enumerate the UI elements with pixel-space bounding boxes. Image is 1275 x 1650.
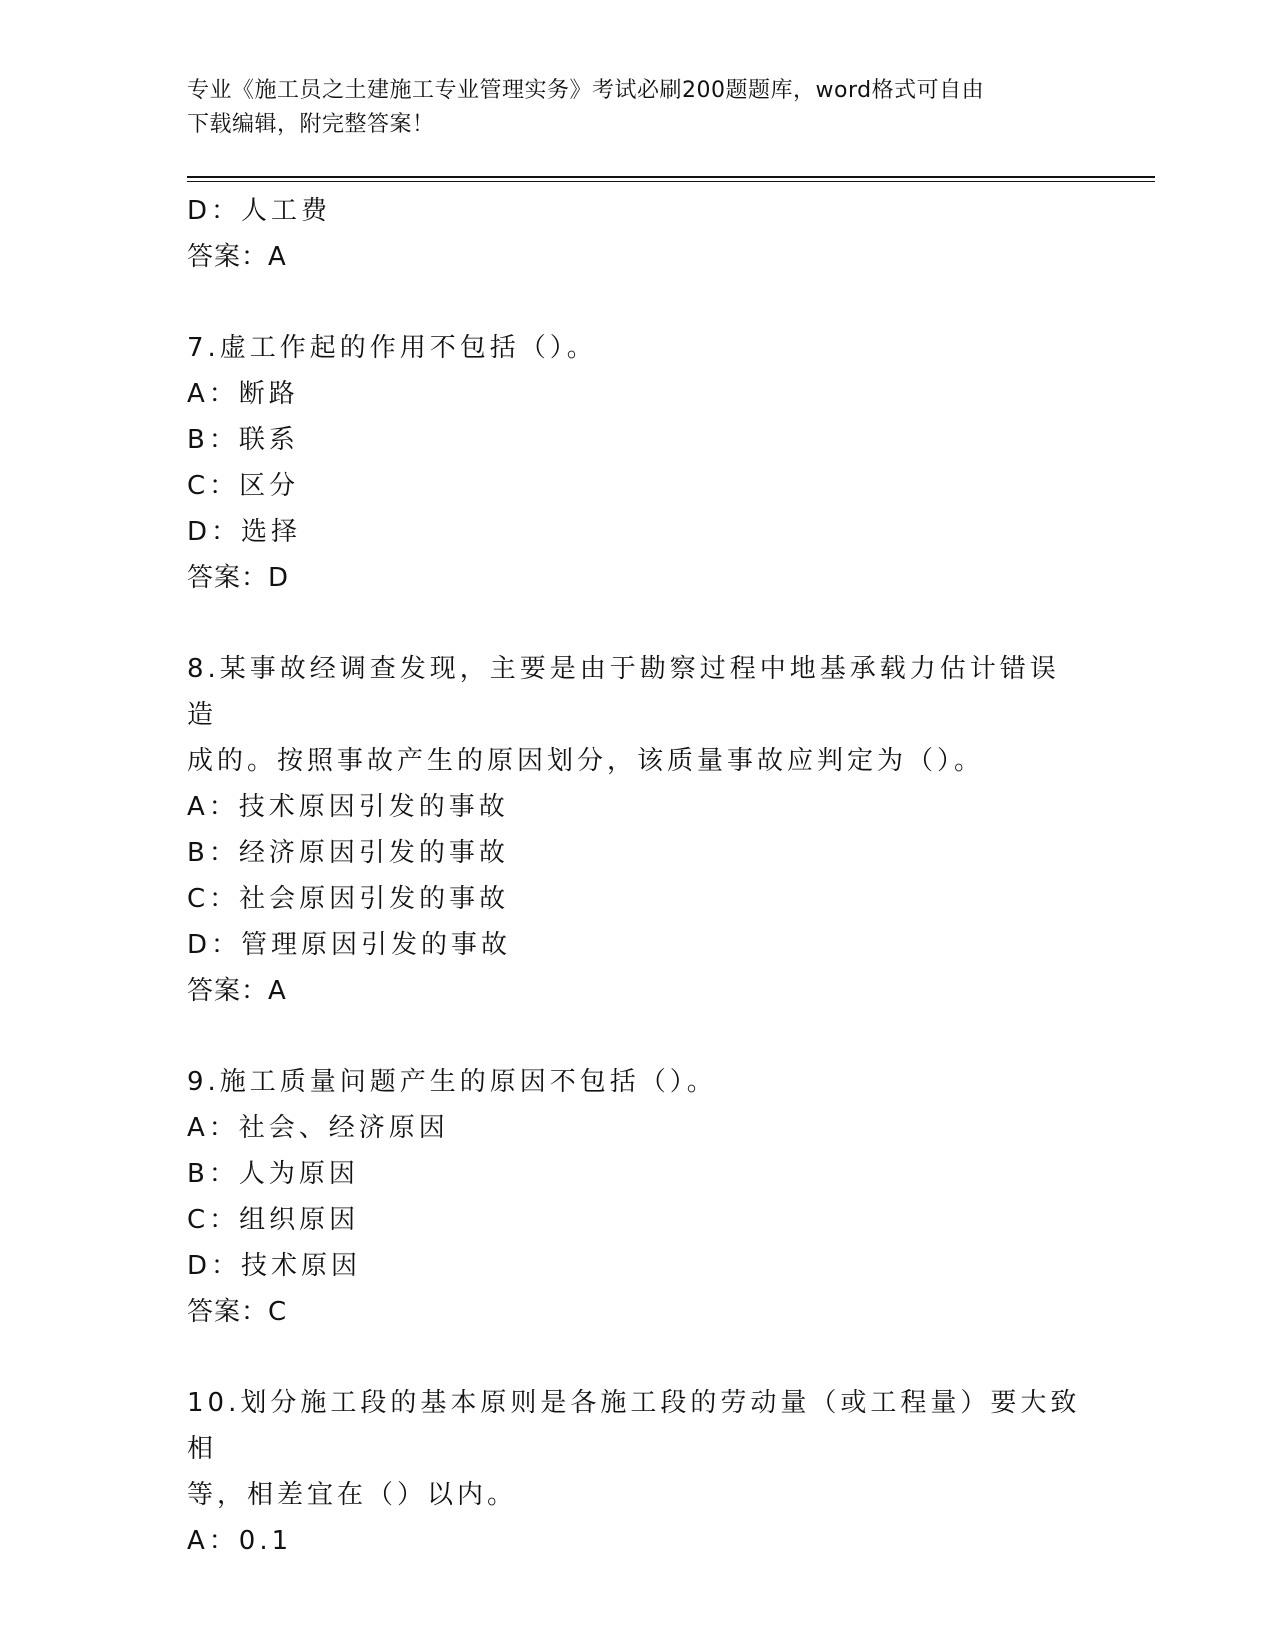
option-d: D：人工费 [187,196,332,226]
option-d: D：选择 [187,517,302,547]
option-c: C：组织原因 [187,1205,360,1235]
question-list [187,188,1087,1564]
spacer [187,601,1087,646]
question-block [187,646,1087,1014]
header-line-2: 下载编辑，附完整答案！ [187,112,435,137]
question-stem: 7.虚工作起的作用不包括（）。 [187,333,597,363]
question-stem: 10.划分施工段的基本原则是各施工段的劳动量（或工程量）要大致相 [187,1388,1081,1464]
document-header [187,74,1067,142]
option-a: A：0.1 [187,1526,293,1556]
spacer [187,1335,1087,1380]
option-b: B：经济原因引发的事故 [187,838,509,868]
question-block [187,1380,1087,1564]
option-b: B：人为原因 [187,1159,359,1189]
header-divider [187,176,1155,178]
option-a: A：技术原因引发的事故 [187,792,509,822]
question-block [187,1059,1087,1335]
question-block [187,325,1087,601]
spacer [187,280,1087,325]
spacer [187,1014,1087,1059]
option-a: A：断路 [187,379,299,409]
answer: 答案：D [187,563,290,593]
option-d: D：管理原因引发的事故 [187,930,512,960]
header-line-1: 专业《施工员之土建施工专业管理实务》考试必刷200题题库，word格式可自由 [187,78,985,103]
answer: 答案：A [187,242,287,272]
option-a: A：社会、经济原因 [187,1113,449,1143]
answer: 答案：A [187,976,287,1006]
option-c: C：社会原因引发的事故 [187,884,510,914]
question-stem-continued: 成的。按照事故产生的原因划分，该质量事故应判定为（）。 [187,746,985,776]
option-b: B：联系 [187,425,299,455]
option-d: D：技术原因 [187,1251,362,1281]
question-stem: 8.某事故经调查发现，主要是由于勘察过程中地基承载力估计错误造 [187,654,1060,730]
option-c: C：区分 [187,471,300,501]
answer: 答案：C [187,1297,288,1327]
header-divider-thin [187,181,1155,182]
question-stem: 9.施工质量问题产生的原因不包括（）。 [187,1067,717,1097]
question-stem-continued: 等，相差宜在（）以内。 [187,1480,518,1510]
